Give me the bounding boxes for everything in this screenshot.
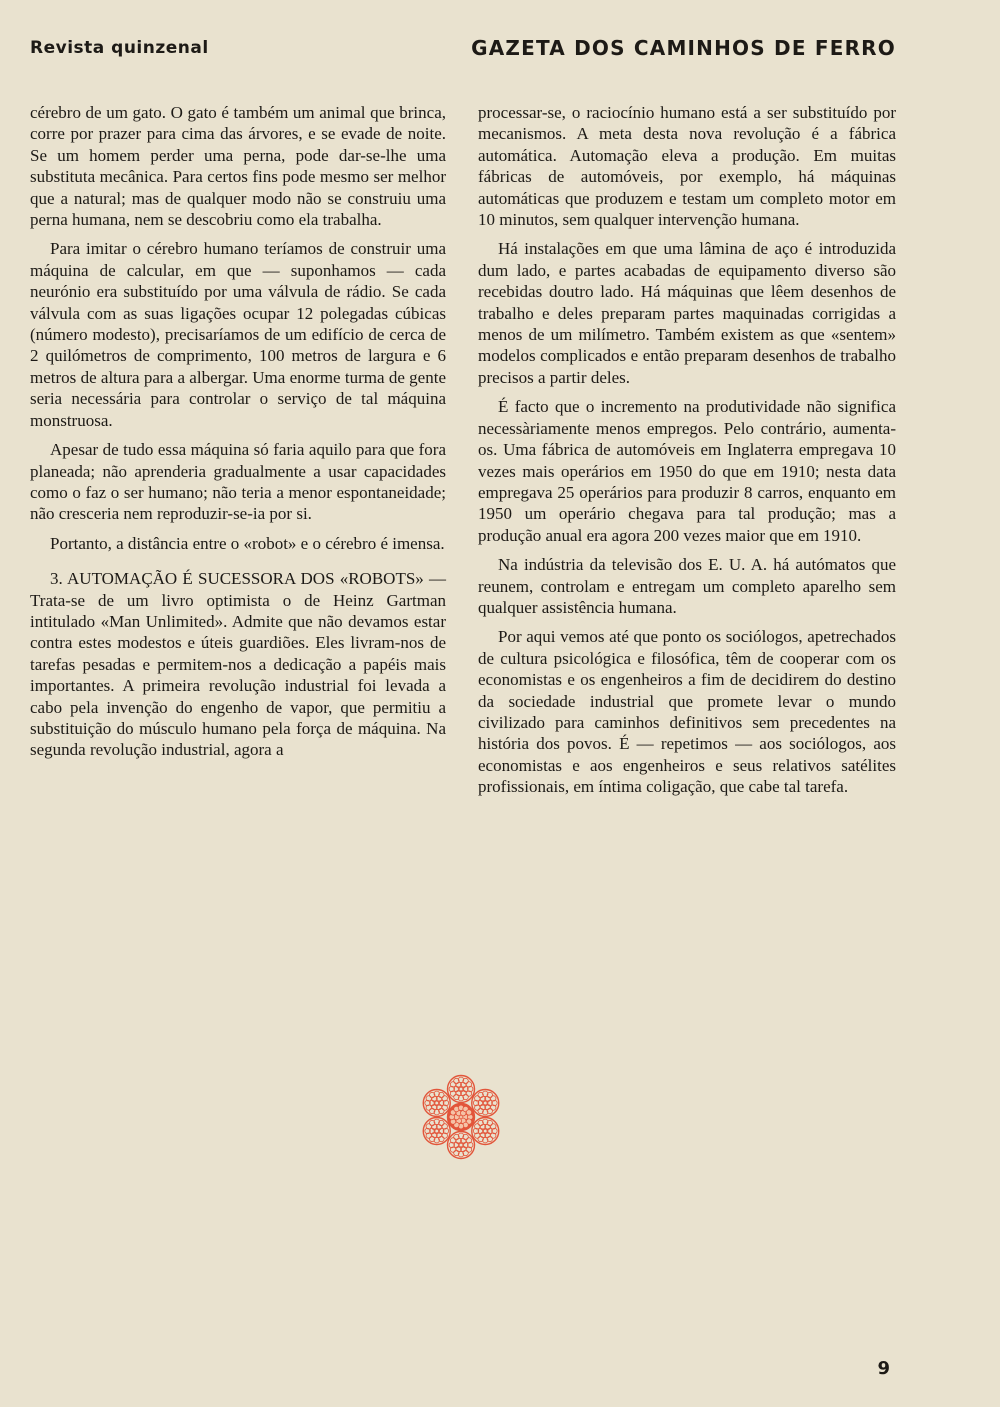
running-header-title: GAZETA DOS CAMINHOS DE FERRO: [471, 36, 896, 60]
strand: [472, 1090, 499, 1117]
paragraph: Na indústria da televisão dos E. U. A. há autómatos que reunem, controlam e entregam um completo aparelho sem qualquer assistência humana.: [478, 555, 896, 617]
strand: [448, 1076, 475, 1103]
running-header-left: Revista quinzenal: [30, 38, 209, 58]
page-number: 9: [877, 1358, 890, 1379]
paragraph: Portanto, a distância entre o «robot» e o cérebro é imensa.: [50, 533, 445, 553]
strand: [448, 1132, 475, 1159]
wire: [466, 1110, 471, 1115]
paragraph: cérebro de um gato. O gato é também um animal que brinca, corre por prazer para cima das árvores, e se evade de noite. Se um homem perder uma perna, pode dar-se-lhe uma substituta mecânica. Para certos fins pode mesmo ser melhor que a natural; mas de qualquer modo não se construiu uma perna humana, nem se descobriu como ela trabalha.: [30, 103, 446, 230]
paragraph: processar-se, o raciocínio humano está a ser substituído por mecanismos. A meta desta nova revolução é a fábrica automática. Automação eleva a produção. Em muitas fábricas de automóveis, por exemplo, há máquinas automáticas que produzem e testam um completo motor em 10 minutos, sem qualquer intervenção humana.: [478, 103, 896, 230]
paragraph: Por aqui vemos até que ponto os sociólogos, apetrechados de cultura psicológica e filosófica, têm de cooperar com os economistas e os engenheiros a fim de decidirem do destino da sociedade industrial que promete levar o mundo civilizado para caminhos definitivos sem precedentes na história dos povos. É — repetimos — aos sociólogos, aos economistas e aos engenheiros e seus relativos satélites profissionais, em íntima coligação, que cabe tal tarefa.: [478, 627, 896, 797]
paragraph: Apesar de tudo essa máquina só faria aquilo para que fora planeada; não aprenderia gradualmente a usar capacidades como o faz o ser humano; não teria a menor espontaneidade; não cresceria nem reproduzir-se-ia por si.: [30, 440, 446, 524]
paragraph: É facto que o incremento na produtividade não significa necessàriamente menos empregos. Pelo contrário, aumenta-os. Uma fábrica de automóveis em Inglaterra empregava 10 vezes mais operários em 1950 do que em 1910; nesta data empregava 25 operários para produzir 8 carros, enquanto em 1950 um operário chegava para tal produção; mas a produção anual era agora 200 vezes maior que em 1910.: [478, 397, 896, 545]
paragraph: Há instalações em que uma lâmina de aço é introduzida dum lado, e partes acabadas de equipamento diverso são recebidas doutro lado. Há máquinas que lêem desenhos de trabalho e deles preparam partes maquinadas corrigidas a menos de um milímetro. Também existem as que «sentem» modelos complicados e então preparam desenhos de trabalho precisos a partir deles.: [478, 239, 896, 387]
right-column: [478, 102, 896, 806]
strand: [472, 1118, 499, 1145]
strand: [423, 1118, 450, 1145]
section-paragraph: 3. AUTOMAÇÃO É SUCESSORA DOS «ROBOTS» — Trata-se de um livro optimista o de Heinz Gartman intitulado «Man Unlimited». Admite que não devamos estar contra estes modestos e úteis guardiões. Eles livram-nos de tarefas pesadas e permitem-nos a dedicação a papéis mais importantes. A primeira revolução industrial foi levada a cabo pela invenção do engenho de vapor, que permitiu a substituição do músculo humano pela força de máquina. Na segunda revolução industrial, agora a: [30, 569, 446, 760]
strand: [423, 1090, 450, 1117]
paragraph: Para imitar o cérebro humano teríamos de construir uma máquina de calcular, em que — suponhamos — cada neurónio era substituído por uma válvula de rádio. Se cada válvula com as suas ligações ocupar 12 polegadas cúbicas (número modesto), precisaríamos de um edifício de cerca de 2 quilómetros de comprimento, 100 metros de largura e 6 metros de altura para a albergar. Uma enorme turma de gente seria necessária para controlar o serviço de tal máquina monstruosa.: [30, 239, 446, 430]
left-column: [30, 102, 446, 769]
wire-rope-cross-section-icon: [418, 1074, 504, 1160]
